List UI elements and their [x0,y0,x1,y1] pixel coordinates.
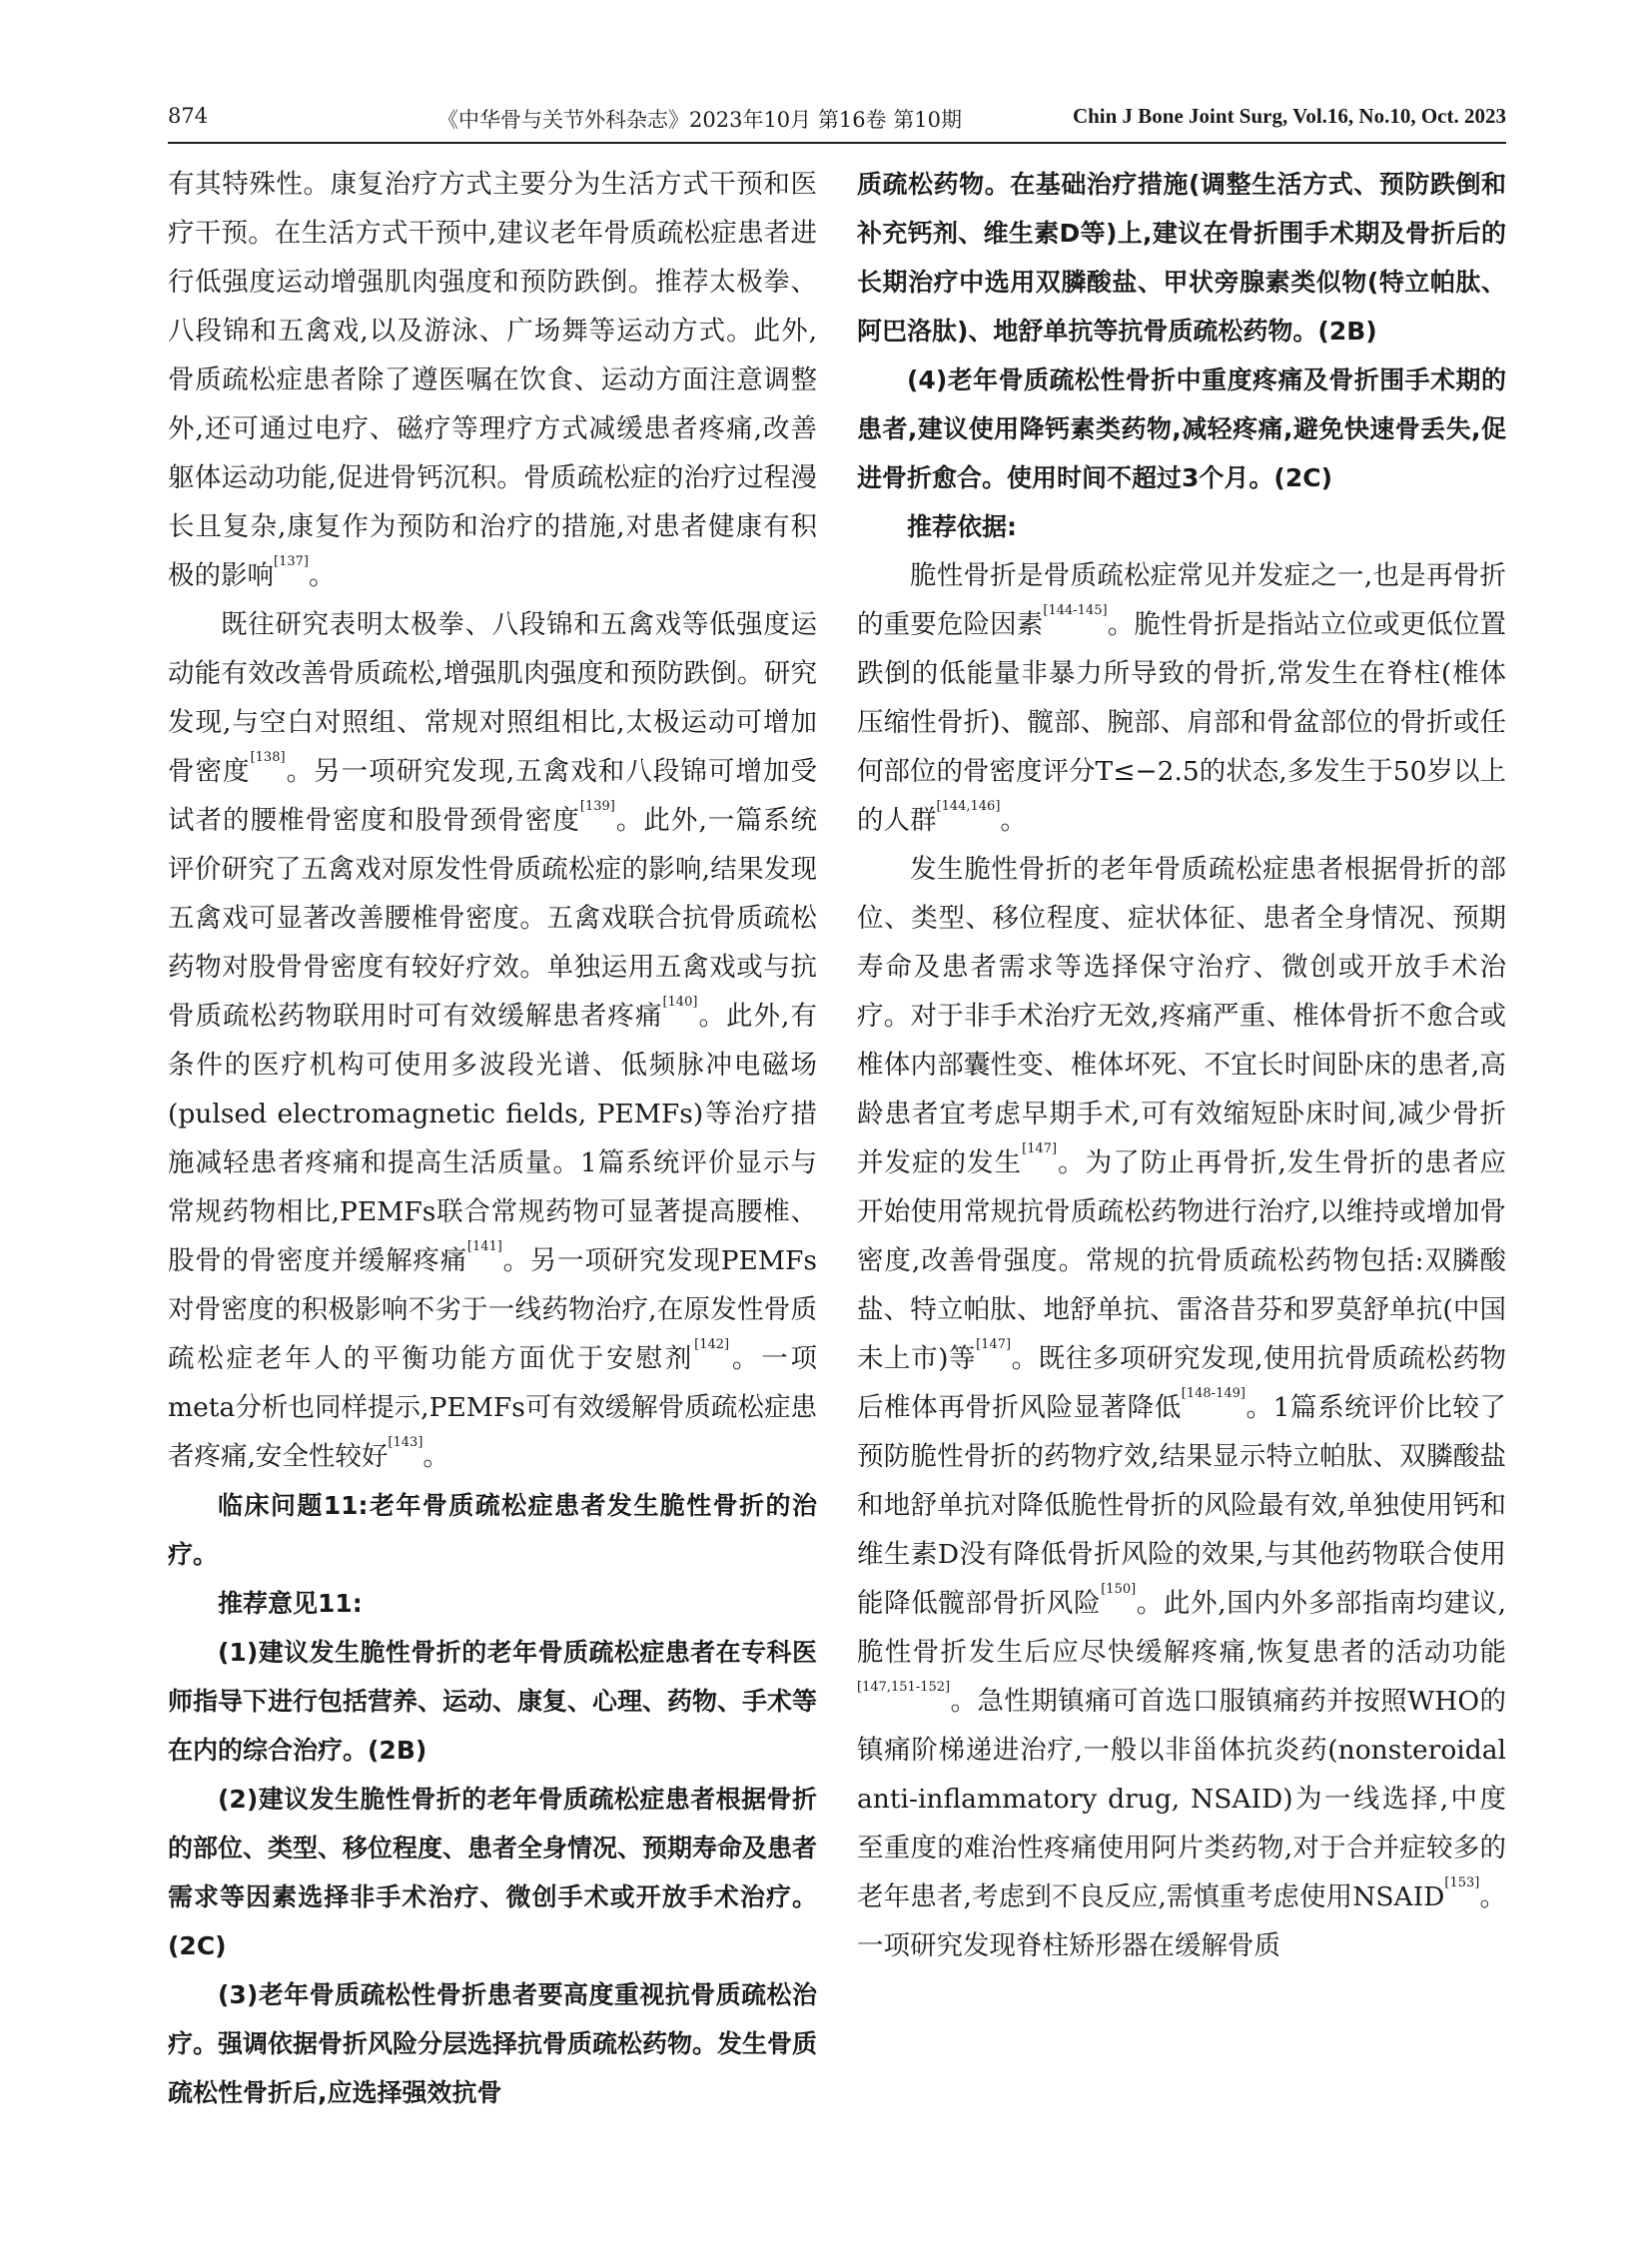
paragraph [857,356,1506,502]
text-run: 。此外,一篇系统评价研究了五禽戏对原发性骨质疏松症的影响,结果发现五禽戏可显著改善腰椎骨密度。五禽戏联合抗骨质疏松药物对股骨骨密度有较好疗效。单独运用五禽戏或与抗骨质疏松药物联用时可有效缓解患者疼痛 [168,805,817,1032]
paragraph [168,600,817,1481]
citation-ref: [140] [662,995,698,1010]
text-run: 。既往多项研究发现,使用抗骨质疏松药物后椎体再骨折风险显著降低 [857,1343,1506,1423]
text-run: 。另一项研究发现,五禽戏和八段锦可增加受试者的腰椎骨密度和股骨颈骨密度 [168,756,817,836]
text-run: 。一项研究发现脊柱矫形器在缓解骨质 [857,1881,1507,1961]
text-run: (2)建议发生脆性骨折的老年骨质疏松症患者根据骨折的部位、类型、移位程度、患者全身情况、预期寿命及患者需求等因素选择非手术治疗、微创手术或开放手术治疗。(2C) [168,1785,818,1960]
text-run: 有其特殊性。康复治疗方式主要分为生活方式干预和医疗干预。在生活方式干预中,建议老年骨质疏松症患者进行低强度运动增强肌肉强度和预防跌倒。推荐太极拳、八段锦和五禽戏,以及游泳、广场舞等运动方式。此外,骨质疏松症患者除了遵医嘱在饮食、运动方面注意调整外,还可通过电疗、磁疗等理疗方式减缓患者疼痛,改善躯体运动功能,促进骨钙沉积。骨质疏松症的治疗过程漫长且复杂,康复作为预防和治疗的措施,对患者健康有积极的影响 [168,169,817,591]
text-run: 。此外,有条件的医疗机构可使用多波段光谱、低频脉冲电磁场(pulsed electromagnetic fields, PEMFs)等治疗措施减轻患者疼痛和提高生活质量。1篇系统评价显示与常规药物相比,PEMFs联合常规药物可显著提高腰椎、股骨的骨密度并缓解疼痛 [168,1001,817,1276]
text-run: (3)老年骨质疏松性骨折患者要高度重视抗骨质疏松治疗。强调依据骨折风险分层选择抗骨质疏松药物。发生骨质疏松性骨折后,应选择强效抗骨 [168,1980,818,2107]
text-run: 。一项meta分析也同样提示,PEMFs可有效缓解骨质疏松症患者疼痛,安全性较好 [168,1343,818,1472]
citation-ref: [144-145] [1043,603,1108,618]
citation-ref: [144,146] [936,799,1001,814]
text-run: 质疏松药物。在基础治疗措施(调整生活方式、预防跌倒和补充钙剂、维生素D等)上,建议在骨折围手术期及骨折后的长期治疗中选用双膦酸盐、甲状旁腺素类似物(特立帕肽、阿巴洛肽)、地舒单抗等抗骨质疏松药物。(2B) [857,170,1506,346]
left-column [168,160,817,2117]
text-run: 。另一项研究发现PEMFs对骨密度的积极影响不劣于一线药物治疗,在原发性骨质疏松症老年人的平衡功能方面优于安慰剂 [168,1245,818,1374]
text-run: 。 [422,1441,449,1472]
citation-ref: [143] [388,1435,423,1450]
text-run: 。此外,国内外多部指南均建议,脆性骨折发生后应尽快缓解疼痛,恢复患者的活动功能 [857,1588,1507,1668]
paragraph [857,551,1506,845]
citation-ref: [148-149] [1181,1386,1245,1401]
citation-ref: [139] [579,799,615,814]
citation-ref: [147] [976,1337,1012,1352]
text-run: 。急性期镇痛可首选口服镇痛药并按照WHO的镇痛阶梯递进治疗,一般以非甾体抗炎药(nonsteroidal anti-inflammatory drug, NSAID)为一线选择,中度至重度的难治性疼痛使用阿片类药物,对于合并症较多的老年患者,考虑到不良反应,需慎重考虑使用NSAID [857,1686,1506,1912]
citation-ref: [153] [1444,1875,1480,1890]
page-number: 874 [168,104,209,128]
citation-ref: [137] [274,554,309,569]
text-run: 推荐依据: [907,512,1017,541]
journal-title-en: Chin J Bone Joint Surg, Vol.16, No.10, Oct. 2023 [1072,104,1506,128]
text-run: 脆性骨折是骨质疏松症常见并发症之一,也是再骨折的重要危险因素 [857,560,1506,640]
paragraph [857,160,1506,356]
paragraph [857,502,1506,551]
paragraph [168,1481,817,1579]
text-run: 。为了防止再骨折,发生骨折的患者应开始使用常规抗骨质疏松药物进行治疗,以维持或增加骨密度,改善骨强度。常规的抗骨质疏松药物包括:双膦酸盐、特立帕肽、地舒单抗、雷洛昔芬和罗莫舒单抗(中国未上市)等 [857,1147,1506,1374]
right-column [857,160,1506,1970]
text-run: 。1篇系统评价比较了预防脆性骨折的药物疗效,结果显示特立帕肽、双膦酸盐和地舒单抗对降低脆性骨折的风险最有效,单独使用钙和维生素D没有降低骨折风险的效果,与其他药物联合使用能降低髋部骨折风险 [857,1392,1506,1619]
paragraph [168,160,817,600]
journal-title-cn: 《中华骨与关节外科杂志》2023年10月 第16卷 第10期 [437,108,962,132]
paragraph [168,1970,817,2117]
text-run: 。脆性骨折是指站立位或更低位置跌倒的低能量非暴力所导致的骨折,常发生在脊柱(椎体压缩性骨折)、髋部、腕部、肩部和骨盆部位的骨折或任何部位的骨密度评分T≤−2.5的状态,多发生于50岁以上的人群 [857,609,1507,836]
paragraph [168,1628,817,1775]
text-run: 推荐意见11: [218,1589,363,1618]
text-run: 。 [1000,805,1027,836]
text-run: (1)建议发生脆性骨折的老年骨质疏松症患者在专科医师指导下进行包括营养、运动、康复、心理、药物、手术等在内的综合治疗。(2B) [168,1638,818,1765]
paragraph [168,1579,817,1628]
text-run: 临床问题11:老年骨质疏松症患者发生脆性骨折的治疗。 [168,1491,817,1569]
text-run: (4)老年骨质疏松性骨折中重度疼痛及骨折围手术期的患者,建议使用降钙素类药物,减轻疼痛,避免快速骨丢失,促进骨折愈合。使用时间不超过3个月。(2C) [857,366,1506,492]
citation-ref: [147] [1022,1141,1058,1156]
text-run: 既往研究表明太极拳、八段锦和五禽戏等低强度运动能有效改善骨质疏松,增强肌肉强度和预防跌倒。研究发现,与空白对照组、常规对照组相比,太极运动可增加骨密度 [168,609,817,787]
citation-ref: [142] [694,1337,730,1352]
paragraph [857,845,1506,1970]
citation-ref: [138] [250,750,286,765]
text-run: 。 [308,560,336,591]
running-header [168,102,1506,144]
text-run: 发生脆性骨折的老年骨质疏松症患者根据骨折的部位、类型、移位程度、症状体征、患者全身情况、预期寿命及患者需求等选择保守治疗、微创或开放手术治疗。对于非手术治疗无效,疼痛严重、椎体骨折不愈合或椎体内部囊性变、椎体坏死、不宜长时间卧床的患者,高龄患者宜考虑早期手术,可有效缩短卧床时间,减少骨折并发症的发生 [857,854,1506,1178]
citation-ref: [141] [466,1239,502,1254]
paragraph [168,1775,817,1970]
citation-ref: [150] [1101,1582,1137,1597]
citation-ref: [147,151-152] [857,1680,951,1695]
